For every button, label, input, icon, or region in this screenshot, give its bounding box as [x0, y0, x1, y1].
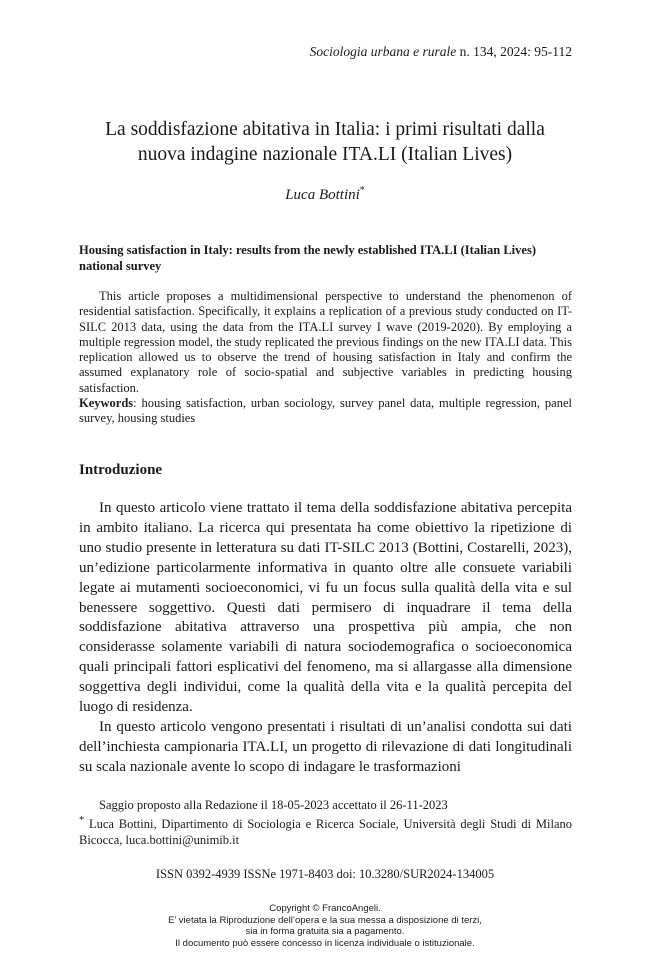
author-affiliation-note [79, 813, 572, 848]
copyright-line-1: Copyright © FrancoAngeli. [269, 903, 381, 914]
article-title [60, 117, 590, 167]
issn-doi: ISSN 0392-4939 ISSNe 1971-8403 doi: 10.3280/SUR2024-134005 [155, 867, 495, 881]
affiliation-text: Luca Bottini, Dipartimento di Sociologia e Ricerca Sociale, Università degli Studi di Milano Bicocca, luca.bottini@unimib.it [79, 817, 572, 847]
affiliation-footnote-mark: * [79, 815, 85, 827]
running-header [310, 44, 572, 60]
section-heading: Introduzione [79, 462, 163, 478]
author-line [0, 185, 650, 204]
english-title: Housing satisfaction in Italy: results from the newly established ITA.LI (Italian Lives) national survey [79, 243, 536, 273]
body-text [79, 499, 572, 778]
copyright-notice [0, 903, 650, 949]
body-paragraph-1: In questo articolo viene trattato il tema della soddisfazione abitativa percepita in ambito italiano. La ricerca qui presentata ha come obiettivo la ripetizione di uno studio presente in letteratura su dati IT-SILC 2013 (Bottini, Costarelli, 2023), un’edizione particolarmente informativa in quanto oltre alle consuete variabili legate ai mutamenti socioeconomici, vi fu un focus sulla qualità della vita e sul benessere soggettivo. Questi dati permisero di inquadrare il tema della soddisfazione abitativa attraverso una prospettiva più ampia, che non considerasse solamente variabili di natura sociodemografica o socioeconomica quali principali fattori esplicativi del fenomeno, ma si allargasse alla dimensione soggettiva degli individui, come la qualità della vita e la qualità percepita del luogo di residenza. [79, 500, 572, 716]
copyright-line-4: Il documento può essere concesso in licenza individuale o istituzionale. [175, 937, 475, 949]
submission-note: Saggio proposto alla Redazione il 18-05-2023 accettato il 26-11-2023 [99, 798, 448, 812]
journal-name: Sociologia urbana e rurale [309, 44, 457, 59]
author-name: Luca Bottini [285, 187, 360, 203]
author-footnote-mark: * [359, 185, 365, 196]
keywords-label: Keywords [79, 396, 134, 410]
keywords-text: : housing satisfaction, urban sociology, survey panel data, multiple regression, panel survey, housing studies [79, 396, 572, 426]
title-line-2: nuova indagine nazionale ITA.LI (Italian Lives) [137, 144, 513, 165]
issue-info: n. 134, 2024: 95-112 [456, 44, 572, 59]
abstract [79, 289, 572, 396]
body-paragraph-2: In questo articolo vengono presentati i risultati di un’analisi condotta sui dati dell’inchiesta campionaria ITA.LI, un progetto di rilevazione di dati longitudinali su scala nazionale avente lo scopo di indagare le trasformazioni [79, 718, 572, 775]
keywords [79, 396, 572, 427]
title-line-1: La soddisfazione abitativa in Italia: i primi risultati dalla [105, 119, 545, 140]
abstract-text: This article proposes a multidimensional perspective to understand the phenomenon of residential satisfaction. Specifically, it explains a replication of a previous study conducted on IT-SILC 2013 data, using the data from the ITA.LI survey I wave (2019-2020). By employing a multiple regression model, the study replicated the previous findings on the new ITA.LI data. This replication allowed us to observe the trend of housing satisfaction in Italy and confirm the assumed explanatory role of socio-spatial and subjective variables in predicting housing satisfaction. [79, 289, 572, 395]
footnotes [79, 798, 572, 848]
copyright-line-3: sia in forma gratuita sia a pagamento. [245, 926, 405, 937]
copyright-line-2: E’ vietata la Riproduzione dell’opera e la sua messa a disposizione di terzi, [168, 914, 482, 926]
